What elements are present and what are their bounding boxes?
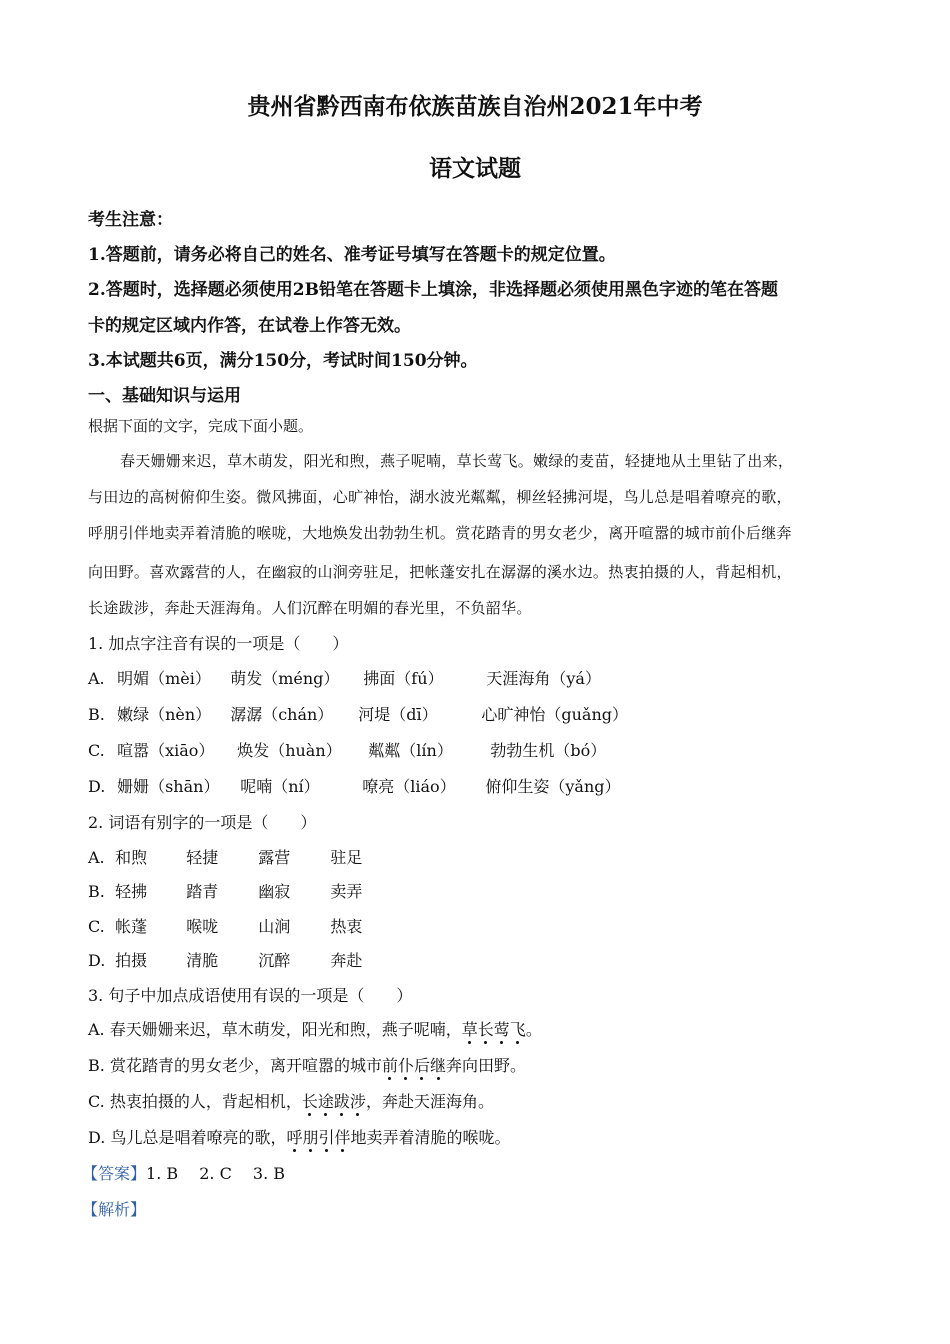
option-item: 和煦	[115, 848, 148, 867]
option-item: 露营	[258, 848, 291, 867]
option-item: 热衷	[330, 917, 363, 936]
option-item: 驻足	[330, 848, 363, 867]
dotted-char: 引	[318, 1125, 334, 1148]
option-label: C.	[88, 1092, 105, 1111]
passage-line-5: 长途跋涉，奔赴天涯海角。人们沉醉在明媚的春光里，不负韶华。	[88, 599, 532, 617]
dotted-char: 朋	[302, 1125, 318, 1148]
option-item: 天涯海角（yá）	[486, 669, 601, 688]
page-title: 贵州省黔西南布依族苗族自治州2021年中考	[247, 93, 703, 120]
dotted-char: 长	[302, 1089, 318, 1112]
option-item: 沉醉	[258, 951, 291, 970]
notice-item-2: 2.答题时，选择题必须使用2B铅笔在答题卡上填涂，非选择题必须使用黑色字迹的笔在答题	[88, 280, 778, 300]
option-label: C.	[88, 741, 105, 760]
page-subtitle: 语文试题	[429, 155, 521, 182]
option-item: 心旷神怡（guǎng）	[481, 705, 629, 724]
q2-stem: 2. 词语有别字的一项是（ ）	[88, 813, 317, 832]
q3-option-a	[88, 1017, 542, 1040]
notice-item-3: 3.本试题共6页，满分150分，考试时间150分钟。	[88, 351, 478, 371]
dotted-char: 涉	[350, 1089, 366, 1112]
dotted-idiom	[286, 1125, 350, 1148]
option-item: 喉咙	[186, 917, 219, 936]
option-item: 喧嚣（xiāo）	[117, 741, 215, 760]
section-heading: 一、基础知识与运用	[88, 386, 241, 406]
option-item: 幽寂	[258, 882, 291, 901]
option-text: 春天姗姗来迟，草木萌发，阳光和煦，燕子呢喃，	[109, 1020, 462, 1039]
q3-stem: 3. 句子中加点成语使用有误的一项是（ ）	[88, 986, 413, 1005]
option-item: 嘹亮（liáo）	[362, 777, 456, 796]
option-text: ，奔赴天涯海角。	[365, 1092, 494, 1111]
option-item: 清脆	[186, 951, 219, 970]
passage-line-3: 呼朋引伴地卖弄着清脆的喉咙，大地焕发出勃勃生机。赏花踏青的男女老少，离开喧嚣的城市前仆后继奔	[88, 524, 792, 542]
dotted-idiom	[302, 1089, 366, 1112]
q1-option-b	[88, 702, 628, 725]
option-item: 帐蓬	[115, 917, 148, 936]
option-label: B.	[88, 1056, 105, 1075]
option-item: 奔赴	[330, 951, 363, 970]
option-text: 鸟儿总是唱着嘹亮的歌，	[110, 1128, 287, 1147]
dotted-char: 途	[318, 1089, 334, 1112]
q1-option-c	[88, 738, 606, 761]
option-item: 萌发（méng）	[230, 669, 340, 688]
q3-option-c	[88, 1089, 494, 1112]
option-label: D.	[88, 777, 106, 796]
option-label: A.	[88, 1020, 105, 1039]
option-item: 轻捷	[186, 848, 219, 867]
dotted-idiom	[462, 1017, 526, 1040]
option-item: 潺潺（chán）	[230, 705, 334, 724]
option-item: 河堤（dī）	[358, 705, 438, 724]
dotted-char: 莺	[494, 1017, 510, 1040]
dotted-char: 飞	[510, 1017, 526, 1040]
option-item: 拂面（fú）	[363, 669, 444, 688]
dotted-idiom	[382, 1053, 446, 1076]
q2-option-a	[88, 845, 362, 868]
answer-text: 1. B 2. C 3. B	[146, 1164, 286, 1183]
option-item: 俯仰生姿（yǎng）	[485, 777, 621, 796]
dotted-char: 呼	[286, 1125, 302, 1148]
dotted-char: 伴	[335, 1125, 351, 1148]
option-label: C.	[88, 917, 105, 936]
passage-line-4: 向田野。喜欢露营的人，在幽寂的山涧旁驻足，把帐蓬安扎在潺潺的溪水边。热衷拍摄的人，背起相机，	[88, 563, 792, 581]
dotted-char: 长	[478, 1017, 494, 1040]
q1-option-d	[88, 774, 621, 797]
option-item: 拍摄	[115, 951, 148, 970]
option-label: B.	[88, 882, 105, 901]
option-label: D.	[88, 951, 106, 970]
option-item: 踏青	[186, 882, 219, 901]
option-item: 明媚（mèi）	[117, 669, 211, 688]
passage-line-1: 春天姗姗来迟，草木萌发，阳光和煦，燕子呢喃，草长莺飞。嫩绿的麦苗，轻捷地从土里钻了出来，	[120, 452, 794, 470]
option-item: 勃勃生机（bó）	[490, 741, 607, 760]
option-text: 赏花踏青的男女老少，离开喧嚣的城市	[109, 1056, 382, 1075]
analysis-tag: 【解析】	[82, 1200, 147, 1219]
option-text: 热衷拍摄的人，背起相机，	[109, 1092, 302, 1111]
option-item: 呢喃（ní）	[240, 777, 320, 796]
option-item: 山涧	[258, 917, 291, 936]
option-item: 卖弄	[330, 882, 363, 901]
dotted-char: 后	[414, 1053, 430, 1076]
notice-item-1: 1.答题前，请务必将自己的姓名、准考证号填写在答题卡的规定位置。	[88, 245, 616, 265]
dotted-char: 草	[462, 1017, 478, 1040]
option-item: 粼粼（lín）	[368, 741, 453, 760]
option-item: 焕发（huàn）	[237, 741, 342, 760]
q2-option-c	[88, 914, 362, 937]
dotted-char: 仆	[398, 1053, 414, 1076]
q1-option-a	[88, 666, 601, 689]
q3-option-d	[88, 1125, 511, 1148]
q2-option-d	[88, 948, 362, 971]
dotted-char: 继	[430, 1053, 446, 1076]
option-label: B.	[88, 705, 105, 724]
q1-stem: 1. 加点字注音有误的一项是（ ）	[88, 634, 349, 653]
notice-heading: 考生注意：	[88, 210, 173, 230]
q2-option-b	[88, 879, 362, 902]
notice-item-2-cont: 卡的规定区域内作答，在试卷上作答无效。	[88, 316, 411, 336]
passage-line-2: 与田边的高树俯仰生姿。微风拂面，心旷神怡，湖水波光粼粼，柳丝轻拂河堤，鸟儿总是唱着嘹亮的歌，	[88, 488, 792, 506]
option-text: 奔向田野。	[446, 1056, 527, 1075]
option-label: A.	[88, 669, 105, 688]
dotted-char: 跋	[334, 1089, 350, 1112]
dotted-char: 前	[382, 1053, 398, 1076]
option-label: D.	[88, 1128, 106, 1147]
option-label: A.	[88, 848, 105, 867]
option-item: 姗姗（shān）	[117, 777, 220, 796]
option-text: 。	[525, 1020, 542, 1039]
section-instruction: 根据下面的文字，完成下面小题。	[88, 417, 314, 435]
q3-option-b	[88, 1053, 526, 1076]
answer-tag: 【答案】	[82, 1164, 147, 1183]
option-item: 嫩绿（nèn）	[117, 705, 212, 724]
option-item: 轻拂	[115, 882, 148, 901]
answer-line	[82, 1161, 285, 1184]
option-text: 地卖弄着清脆的喉咙。	[350, 1128, 511, 1147]
